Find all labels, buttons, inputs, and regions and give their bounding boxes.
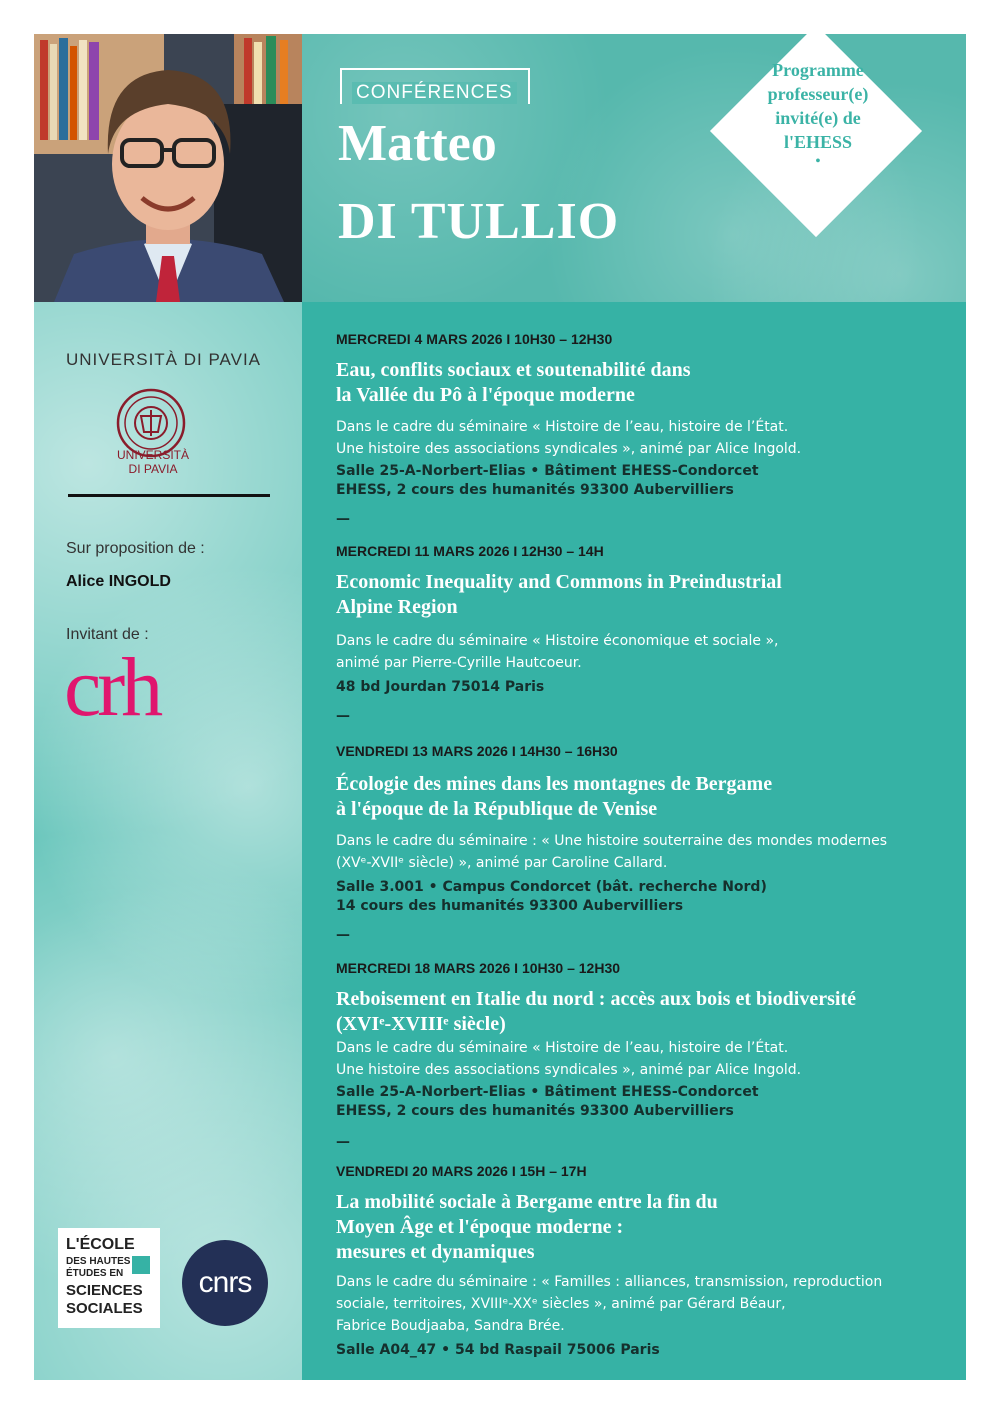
event-location (336, 1083, 956, 1121)
event-separator: — (336, 1134, 350, 1150)
speaker-last-name: DI TULLIO (338, 193, 620, 250)
event-title (336, 772, 956, 822)
event-description (336, 630, 956, 674)
event-description-line: (XVᵉ-XVIIᵉ siècle) », animé par Caroline Callard. (336, 855, 668, 871)
event-location-line: Salle 25-A-Norbert-Elias • Bâtiment EHESS-Condorcet (336, 1084, 759, 1100)
event-description (336, 1271, 956, 1337)
cnrs-logo: cnrs (182, 1240, 268, 1326)
seal-line: DI PAVIA (128, 462, 178, 476)
event-4 (336, 959, 956, 1151)
event-description-line: Une histoire des associations syndicales », animé par Alice Ingold. (336, 441, 802, 457)
event-separator: — (336, 511, 350, 527)
event-location (336, 462, 956, 500)
event-date: MERCREDI 4 MARS 2026 I 10H30 – 12H30 (336, 331, 613, 347)
event-title-line: Écologie des mines dans les montagnes de Bergame (336, 773, 773, 795)
event-description-line: Une histoire des associations syndicales », animé par Alice Ingold. (336, 1062, 802, 1078)
ehess-logo (58, 1228, 160, 1328)
event-title-line: à l'époque de la République de Venise (336, 798, 658, 820)
program-content (302, 302, 966, 1380)
event-location (336, 678, 956, 697)
event-description (336, 830, 956, 874)
event-2 (336, 542, 956, 725)
event-separator: — (336, 927, 350, 943)
event-location (336, 878, 956, 916)
event-1 (336, 330, 956, 528)
event-description-line: Dans le cadre du séminaire : « Familles : alliances, transmission, reproduction (336, 1274, 883, 1290)
event-description (336, 1037, 956, 1081)
event-title (336, 570, 956, 620)
event-description-line: Dans le cadre du séminaire « Histoire économique et sociale », (336, 633, 779, 649)
inviting-label: Invitant de : (66, 626, 149, 643)
event-title (336, 358, 956, 408)
event-title-line: Alpine Region (336, 596, 458, 618)
poster (34, 34, 966, 1380)
event-location-line: Salle 25-A-Norbert-Elias • Bâtiment EHESS-Condorcet (336, 463, 759, 479)
program-badge (713, 34, 923, 238)
program-line: Programme (772, 60, 864, 80)
event-separator: — (336, 708, 350, 724)
event-location-line: 48 bd Jourdan 75014 Paris (336, 679, 545, 695)
program-dot: • (815, 154, 821, 169)
event-location-line: EHESS, 2 cours des humanités 93300 Aubervilliers (336, 482, 734, 498)
event-location-line: Salle 3.001 • Campus Condorcet (bât. recherche Nord) (336, 879, 767, 895)
event-title-line: Eau, conflits sociaux et soutenabilité dans (336, 359, 691, 381)
proposal-label: Sur proposition de : (66, 540, 205, 557)
event-title (336, 987, 956, 1037)
ehess-logo-line: SOCIALES (66, 1300, 143, 1317)
ehess-logo-line: DES HAUTES (66, 1256, 131, 1267)
university-name: UNIVERSITÀ DI PAVIA (66, 350, 262, 369)
event-date: MERCREDI 18 MARS 2026 I 10H30 – 12H30 (336, 960, 621, 976)
event-title-line: mesures et dynamiques (336, 1241, 535, 1263)
speaker-photo (34, 34, 302, 302)
event-date: MERCREDI 11 MARS 2026 I 12H30 – 14H (336, 543, 604, 559)
proposal-name: Alice INGOLD (66, 573, 171, 590)
event-description-line: animé par Pierre-Cyrille Hautcoeur. (336, 655, 582, 671)
event-description-line: sociale, territoires, XVIIIᵉ-XXᵉ siècles », animé par Gérard Béaur, (336, 1296, 786, 1312)
event-title-line: Reboisement en Italie du nord : accès aux bois et biodiversité (336, 988, 856, 1010)
program-line: invité(e) de (775, 108, 861, 128)
event-date: VENDREDI 13 MARS 2026 I 14H30 – 16H30 (336, 743, 618, 759)
sidebar-divider (68, 494, 270, 497)
event-title-line: La mobilité sociale à Bergame entre la fin du (336, 1191, 718, 1213)
event-title-line: Moyen Âge et l'époque moderne : (336, 1216, 624, 1238)
seal-line: UNIVERSITÀ (116, 448, 189, 462)
event-location-line: EHESS, 2 cours des humanités 93300 Aubervilliers (336, 1103, 734, 1119)
ehess-logo-line: SCIENCES (66, 1282, 143, 1299)
conference-label: CONFÉRENCES (352, 82, 517, 104)
event-title (336, 1190, 956, 1265)
header-banner (302, 34, 966, 302)
event-location-line: 14 cours des humanités 93300 Aubervilliers (336, 898, 684, 914)
ehess-logo-line: ÉTUDES EN (66, 1268, 124, 1279)
university-seal-text (104, 448, 202, 476)
speaker-first-name: Matteo (338, 115, 497, 172)
event-description-line: Dans le cadre du séminaire : « Une histoire souterraine des mondes modernes (336, 833, 888, 849)
event-description-line: Fabrice Boudjaaba, Sandra Brée. (336, 1318, 565, 1334)
event-title-line: la Vallée du Pô à l'époque moderne (336, 384, 635, 406)
ehess-logo-line: L'ÉCOLE (66, 1236, 135, 1253)
event-date: VENDREDI 20 MARS 2026 I 15H – 17H (336, 1163, 587, 1179)
event-location (336, 1341, 956, 1360)
event-description-line: Dans le cadre du séminaire « Histoire de l’eau, histoire de l’État. (336, 1040, 789, 1056)
ehess-logo-square (132, 1256, 150, 1274)
event-description-line: Dans le cadre du séminaire « Histoire de l’eau, histoire de l’État. (336, 419, 789, 435)
event-title-line: Economic Inequality and Commons in Preindustrial (336, 571, 782, 593)
event-description (336, 416, 956, 460)
program-line: l'EHESS (783, 132, 853, 152)
event-5 (336, 1162, 956, 1360)
event-3 (336, 742, 956, 944)
program-line: professeur(e) (767, 84, 869, 104)
event-title-line: (XVIᵉ-XVIIIᵉ siècle) (336, 1013, 506, 1035)
program-badge-text (713, 58, 923, 170)
crh-logo: crh (64, 641, 160, 734)
event-location-line: Salle A04_47 • 54 bd Raspail 75006 Paris (336, 1342, 660, 1358)
